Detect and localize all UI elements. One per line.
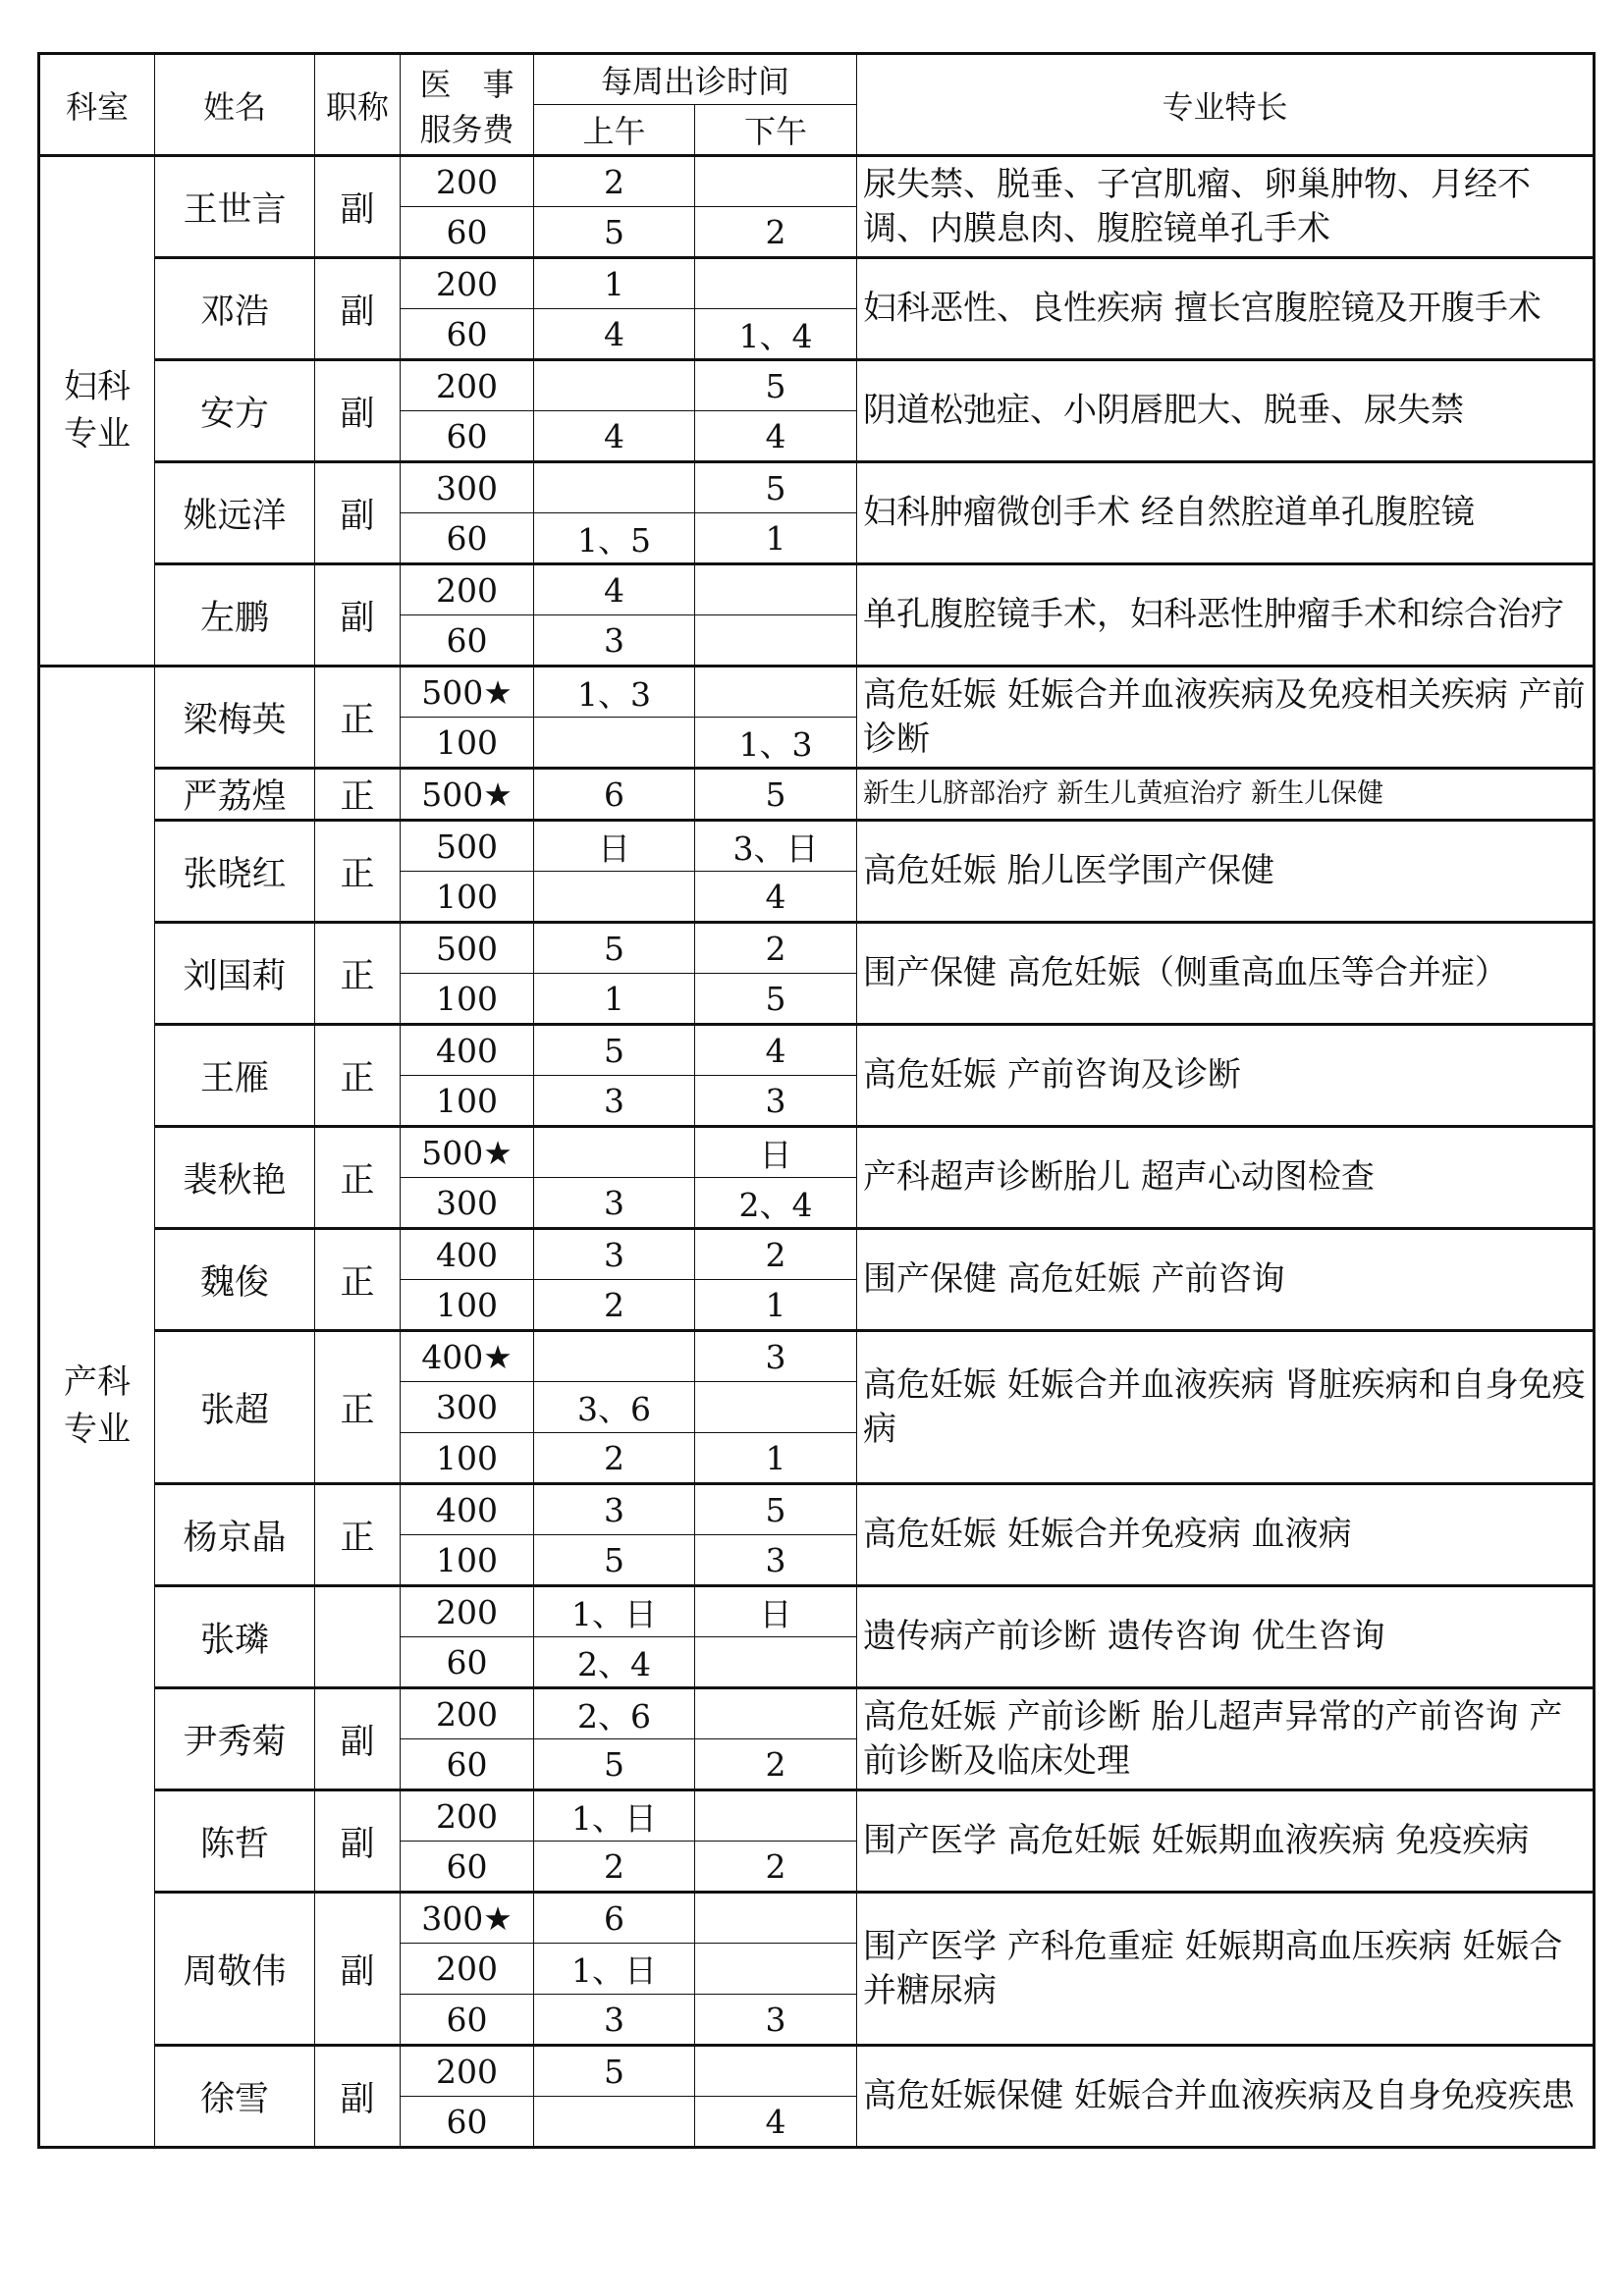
am-cell: 1 bbox=[534, 258, 695, 309]
fee-cell: 200 bbox=[401, 564, 534, 615]
table-row bbox=[39, 2046, 1595, 2097]
am-cell: 4 bbox=[534, 564, 695, 615]
pm-cell bbox=[695, 1688, 857, 1739]
am-cell bbox=[534, 1331, 695, 1382]
table-row bbox=[39, 821, 1595, 872]
doctor-title: 正 bbox=[315, 821, 401, 923]
pm-cell: 5 bbox=[695, 1484, 857, 1535]
pm-cell bbox=[695, 1944, 857, 1995]
fee-cell: 60 bbox=[401, 207, 534, 258]
am-cell: 1、3 bbox=[534, 667, 695, 718]
fee-cell: 300 bbox=[401, 1178, 534, 1229]
dept-label-line: 妇科 bbox=[64, 366, 131, 406]
fee-cell: 60 bbox=[401, 2097, 534, 2148]
am-cell: 4 bbox=[534, 309, 695, 360]
table-header bbox=[39, 54, 1595, 156]
am-cell: 1、日 bbox=[534, 1586, 695, 1637]
doctor-name: 姚远洋 bbox=[155, 462, 315, 564]
pm-cell: 2、4 bbox=[695, 1178, 857, 1229]
specialty-cell: 新生儿脐部治疗 新生儿黄疸治疗 新生儿保健 bbox=[857, 769, 1595, 821]
am-cell: 4 bbox=[534, 411, 695, 462]
am-cell: 3 bbox=[534, 1484, 695, 1535]
doctor-name: 徐雪 bbox=[155, 2046, 315, 2148]
pm-cell bbox=[695, 615, 857, 667]
header-schedule: 每周出诊时间 bbox=[534, 54, 857, 105]
table-row bbox=[39, 1586, 1595, 1637]
fee-cell: 200 bbox=[401, 1790, 534, 1842]
am-cell: 5 bbox=[534, 1535, 695, 1586]
table-row bbox=[39, 462, 1595, 513]
doctor-name: 尹秀菊 bbox=[155, 1688, 315, 1790]
fee-cell: 100 bbox=[401, 974, 534, 1025]
pm-cell: 5 bbox=[695, 360, 857, 411]
am-cell bbox=[534, 718, 695, 769]
doctor-title: 副 bbox=[315, 360, 401, 462]
am-cell: 5 bbox=[534, 1025, 695, 1076]
fee-cell: 200 bbox=[401, 1944, 534, 1995]
doctor-name: 张超 bbox=[155, 1331, 315, 1484]
pm-cell bbox=[695, 1893, 857, 1944]
pm-cell bbox=[695, 1382, 857, 1433]
header-am: 上午 bbox=[534, 105, 695, 156]
doctor-name: 王雁 bbox=[155, 1025, 315, 1127]
fee-cell: 60 bbox=[401, 615, 534, 667]
pm-cell bbox=[695, 258, 857, 309]
pm-cell: 2 bbox=[695, 1229, 857, 1280]
am-cell bbox=[534, 462, 695, 513]
fee-cell: 100 bbox=[401, 718, 534, 769]
fee-cell: 60 bbox=[401, 1637, 534, 1688]
doctor-name: 左鹏 bbox=[155, 564, 315, 667]
fee-cell: 300★ bbox=[401, 1893, 534, 1944]
doctor-name: 邓浩 bbox=[155, 258, 315, 360]
pm-cell: 4 bbox=[695, 411, 857, 462]
specialty-cell: 高危妊娠 妊娠合并血液疾病 肾脏疾病和自身免疫病 bbox=[857, 1331, 1595, 1484]
doctor-title bbox=[315, 1586, 401, 1688]
specialty-cell: 高危妊娠 产前诊断 胎儿超声异常的产前咨询 产前诊断及临床处理 bbox=[857, 1688, 1595, 1790]
fee-cell: 300 bbox=[401, 462, 534, 513]
table-row bbox=[39, 1688, 1595, 1739]
pm-cell: 4 bbox=[695, 872, 857, 923]
pm-cell: 1、4 bbox=[695, 309, 857, 360]
fee-cell: 60 bbox=[401, 513, 534, 564]
table-row bbox=[39, 1025, 1595, 1076]
fee-cell: 60 bbox=[401, 1739, 534, 1790]
table-row bbox=[39, 156, 1595, 207]
am-cell: 5 bbox=[534, 923, 695, 974]
doctor-name: 陈哲 bbox=[155, 1790, 315, 1893]
fee-cell: 300 bbox=[401, 1382, 534, 1433]
pm-cell bbox=[695, 1790, 857, 1842]
doctor-name: 安方 bbox=[155, 360, 315, 462]
doctor-title: 副 bbox=[315, 156, 401, 258]
specialty-cell: 妇科恶性、良性疾病 擅长宫腹腔镜及开腹手术 bbox=[857, 258, 1595, 360]
table-row bbox=[39, 667, 1595, 718]
fee-cell: 200 bbox=[401, 1586, 534, 1637]
dept-cell bbox=[39, 667, 155, 2148]
table-row bbox=[39, 1331, 1595, 1382]
doctor-title: 正 bbox=[315, 769, 401, 821]
am-cell: 5 bbox=[534, 207, 695, 258]
pm-cell: 5 bbox=[695, 974, 857, 1025]
pm-cell: 5 bbox=[695, 462, 857, 513]
pm-cell: 4 bbox=[695, 2097, 857, 2148]
specialty-cell: 阴道松弛症、小阴唇肥大、脱垂、尿失禁 bbox=[857, 360, 1595, 462]
am-cell: 5 bbox=[534, 1739, 695, 1790]
specialty-cell: 遗传病产前诊断 遗传咨询 优生咨询 bbox=[857, 1586, 1595, 1688]
table-row bbox=[39, 1893, 1595, 1944]
table-row bbox=[39, 1484, 1595, 1535]
table-row bbox=[39, 769, 1595, 821]
am-cell bbox=[534, 872, 695, 923]
pm-cell bbox=[695, 667, 857, 718]
doctor-title: 副 bbox=[315, 2046, 401, 2148]
am-cell: 5 bbox=[534, 2046, 695, 2097]
dept-label-line: 专业 bbox=[64, 413, 131, 454]
specialty-cell: 妇科肿瘤微创手术 经自然腔道单孔腹腔镜 bbox=[857, 462, 1595, 564]
table-body bbox=[39, 156, 1595, 2148]
doctor-title: 正 bbox=[315, 1229, 401, 1331]
am-cell: 1 bbox=[534, 974, 695, 1025]
fee-cell: 60 bbox=[401, 411, 534, 462]
doctor-title: 副 bbox=[315, 1893, 401, 2046]
am-cell: 1、日 bbox=[534, 1790, 695, 1842]
dept-label-line: 产科 bbox=[64, 1362, 131, 1403]
doctor-title: 副 bbox=[315, 258, 401, 360]
pm-cell bbox=[695, 1637, 857, 1688]
fee-cell: 400 bbox=[401, 1025, 534, 1076]
doctor-name: 裴秋艳 bbox=[155, 1127, 315, 1229]
am-cell bbox=[534, 360, 695, 411]
header-fee-line-1: 医 事 bbox=[419, 65, 514, 103]
doctor-name: 王世言 bbox=[155, 156, 315, 258]
doctor-title: 正 bbox=[315, 923, 401, 1025]
dept-cell bbox=[39, 156, 155, 667]
header-title: 职称 bbox=[315, 54, 401, 156]
header-specialty: 专业特长 bbox=[857, 54, 1595, 156]
doctor-name: 周敬伟 bbox=[155, 1893, 315, 2046]
doctor-title: 副 bbox=[315, 462, 401, 564]
pm-cell: 2 bbox=[695, 923, 857, 974]
pm-cell: 1 bbox=[695, 1280, 857, 1331]
fee-cell: 500★ bbox=[401, 667, 534, 718]
specialty-cell: 高危妊娠保健 妊娠合并血液疾病及自身免疫疾患 bbox=[857, 2046, 1595, 2148]
am-cell: 3 bbox=[534, 1995, 695, 2046]
fee-cell: 500 bbox=[401, 923, 534, 974]
schedule-table bbox=[37, 52, 1596, 2149]
am-cell bbox=[534, 1127, 695, 1178]
fee-cell: 100 bbox=[401, 872, 534, 923]
doctor-name: 张璘 bbox=[155, 1586, 315, 1688]
pm-cell bbox=[695, 156, 857, 207]
fee-cell: 200 bbox=[401, 1688, 534, 1739]
fee-cell: 400 bbox=[401, 1229, 534, 1280]
doctor-name: 梁梅英 bbox=[155, 667, 315, 769]
am-cell: 1、5 bbox=[534, 513, 695, 564]
doctor-title: 正 bbox=[315, 667, 401, 769]
fee-cell: 500★ bbox=[401, 769, 534, 821]
pm-cell: 3 bbox=[695, 1995, 857, 2046]
header-fee bbox=[401, 54, 534, 156]
fee-cell: 60 bbox=[401, 309, 534, 360]
table-row bbox=[39, 923, 1595, 974]
doctor-name: 魏俊 bbox=[155, 1229, 315, 1331]
fee-cell: 200 bbox=[401, 258, 534, 309]
fee-cell: 200 bbox=[401, 156, 534, 207]
doctor-name: 严荔煌 bbox=[155, 769, 315, 821]
specialty-cell: 高危妊娠 胎儿医学围产保健 bbox=[857, 821, 1595, 923]
specialty-cell: 围产保健 高危妊娠（侧重高血压等合并症） bbox=[857, 923, 1595, 1025]
specialty-cell: 围产保健 高危妊娠 产前咨询 bbox=[857, 1229, 1595, 1331]
pm-cell: 3 bbox=[695, 1076, 857, 1127]
am-cell: 3 bbox=[534, 1229, 695, 1280]
specialty-cell: 尿失禁、脱垂、子宫肌瘤、卵巢肿物、月经不调、内膜息肉、腹腔镜单孔手术 bbox=[857, 156, 1595, 258]
am-cell: 2 bbox=[534, 1842, 695, 1893]
specialty-cell: 围产医学 高危妊娠 妊娠期血液疾病 免疫疾病 bbox=[857, 1790, 1595, 1893]
fee-cell: 100 bbox=[401, 1535, 534, 1586]
pm-cell: 1 bbox=[695, 1433, 857, 1484]
am-cell: 3 bbox=[534, 1076, 695, 1127]
dept-label-line: 专业 bbox=[64, 1410, 131, 1449]
pm-cell: 1、3 bbox=[695, 718, 857, 769]
pm-cell: 1 bbox=[695, 513, 857, 564]
table-row bbox=[39, 1229, 1595, 1280]
am-cell: 2、4 bbox=[534, 1637, 695, 1688]
pm-cell: 4 bbox=[695, 1025, 857, 1076]
fee-cell: 500★ bbox=[401, 1127, 534, 1178]
specialty-cell: 高危妊娠 妊娠合并免疫病 血液病 bbox=[857, 1484, 1595, 1586]
fee-cell: 200 bbox=[401, 2046, 534, 2097]
pm-cell: 2 bbox=[695, 1739, 857, 1790]
pm-cell bbox=[695, 564, 857, 615]
fee-cell: 60 bbox=[401, 1842, 534, 1893]
doctor-name: 杨京晶 bbox=[155, 1484, 315, 1586]
specialty-cell: 高危妊娠 产前咨询及诊断 bbox=[857, 1025, 1595, 1127]
am-cell: 2 bbox=[534, 156, 695, 207]
table-row bbox=[39, 1790, 1595, 1842]
specialty-cell: 围产医学 产科危重症 妊娠期高血压疾病 妊娠合并糖尿病 bbox=[857, 1893, 1595, 2046]
doctor-name: 刘国莉 bbox=[155, 923, 315, 1025]
header-fee-line-2: 服务费 bbox=[419, 110, 514, 148]
doctor-title: 正 bbox=[315, 1025, 401, 1127]
pm-cell: 3 bbox=[695, 1535, 857, 1586]
header-name: 姓名 bbox=[155, 54, 315, 156]
fee-cell: 500 bbox=[401, 821, 534, 872]
pm-cell: 2 bbox=[695, 207, 857, 258]
table-row bbox=[39, 1127, 1595, 1178]
pm-cell: 2 bbox=[695, 1842, 857, 1893]
doctor-title: 副 bbox=[315, 564, 401, 667]
am-cell bbox=[534, 2097, 695, 2148]
table-row bbox=[39, 258, 1595, 309]
table-row bbox=[39, 360, 1595, 411]
doctor-name: 张晓红 bbox=[155, 821, 315, 923]
pm-cell: 日 bbox=[695, 1586, 857, 1637]
am-cell: 1、日 bbox=[534, 1944, 695, 1995]
specialty-cell: 单孔腹腔镜手术，妇科恶性肿瘤手术和综合治疗 bbox=[857, 564, 1595, 667]
fee-cell: 400★ bbox=[401, 1331, 534, 1382]
am-cell: 3、6 bbox=[534, 1382, 695, 1433]
doctor-title: 正 bbox=[315, 1127, 401, 1229]
am-cell: 3 bbox=[534, 615, 695, 667]
fee-cell: 100 bbox=[401, 1076, 534, 1127]
doctor-title: 副 bbox=[315, 1688, 401, 1790]
am-cell: 2 bbox=[534, 1433, 695, 1484]
doctor-title: 正 bbox=[315, 1331, 401, 1484]
pm-cell: 3 bbox=[695, 1331, 857, 1382]
pm-cell: 日 bbox=[695, 1127, 857, 1178]
pm-cell: 5 bbox=[695, 769, 857, 821]
pm-cell: 3、日 bbox=[695, 821, 857, 872]
fee-cell: 60 bbox=[401, 1995, 534, 2046]
doctor-title: 副 bbox=[315, 1790, 401, 1893]
fee-cell: 100 bbox=[401, 1280, 534, 1331]
am-cell: 6 bbox=[534, 769, 695, 821]
fee-cell: 400 bbox=[401, 1484, 534, 1535]
header-dept: 科室 bbox=[39, 54, 155, 156]
am-cell: 3 bbox=[534, 1178, 695, 1229]
specialty-cell: 高危妊娠 妊娠合并血液疾病及免疫相关疾病 产前诊断 bbox=[857, 667, 1595, 769]
fee-cell: 200 bbox=[401, 360, 534, 411]
pm-cell bbox=[695, 2046, 857, 2097]
doctor-title: 正 bbox=[315, 1484, 401, 1586]
am-cell: 日 bbox=[534, 821, 695, 872]
table-row bbox=[39, 564, 1595, 615]
specialty-cell: 产科超声诊断胎儿 超声心动图检查 bbox=[857, 1127, 1595, 1229]
am-cell: 2 bbox=[534, 1280, 695, 1331]
am-cell: 2、6 bbox=[534, 1688, 695, 1739]
fee-cell: 100 bbox=[401, 1433, 534, 1484]
am-cell: 6 bbox=[534, 1893, 695, 1944]
header-pm: 下午 bbox=[695, 105, 857, 156]
